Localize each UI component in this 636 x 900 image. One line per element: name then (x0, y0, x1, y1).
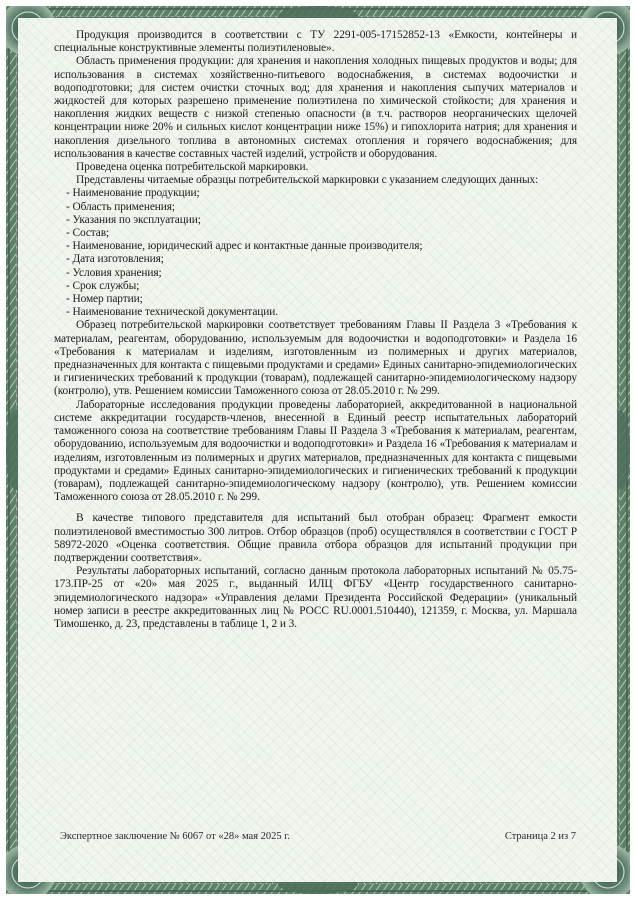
paragraph-marking-assessment: Проведена оценка потребительской маркировки. (76, 161, 309, 174)
list-item: - Номер партии; (66, 293, 143, 306)
paragraph-marking-samples: Представлены читаемые образцы потребительской маркировки с указанием следующих данных: (76, 174, 539, 187)
list-item: - Наименование технической документации. (66, 306, 279, 319)
marking-data-list (54, 187, 577, 319)
paragraph-test-results: Результаты лабораторных испытаний, согласно данным протокола лабораторных испытаний № 05.75-173.ПР-25 от «20» мая 2025 г., выданный ИЛЦ ФГБУ «Центр государственного санитарно-эпидемиологического надзора» «Управления делами Президента Российской Федерации» (уникальный номер записи в реестре аккредитованных лиц № РОСС RU.0001.510440), 121359, г. Москва, ул. Маршала Тимошенко, д. 23, представлены в таблице 1, 2 и 3. (54, 565, 577, 630)
list-item: - Состав; (66, 227, 110, 240)
paragraph-marking-conformity: Образец потребительской маркировки соответствует требованиям Главы II Раздела 3 «Требования к материалам, реагентам, оборудованию, используемым для водоочистки и водоподготовки» и Раздела 16 «Требования к материалам и изделиям, изготовленным из полимерных и других материалов, предназначенных для контакта с пищевыми продуктами и средами» Единых санитарно-эпидемиологических и гигиенических требований к продукции (товарам), подлежащей санитарно-эпидемиологическому надзору (контролю), утв. Решением комиссии Таможенного союза от 28.05.2010 г. № 299. (54, 319, 577, 398)
list-item: - Наименование, юридический адрес и контактные данные производителя; (66, 240, 423, 253)
paragraph-scope: Область применения продукции: для хранения и накопления холодных пищевых продуктов и воды; для использования в системах хозяйственно-питьевого водоснабжения, в системах водоочистки и водоподготовки; для систем очистки сточных вод; для хранения и накопления сыпучих материалов и жидкостей для которых разрешено применение полиэтилена по химической стойкости; для хранения и накопления жидких веществ с низкой степенью опасности (в т.ч. растворов неорганических щелочей концентрации ниже 20% и сильных кислот концентрации ниже 15%) и гипохлорита натрия; для хранения и накопления дизельного топлива в автономных системах отопления и горячего водоснабжения; для использования в качестве составных частей изделий, устройств и оборудования. (54, 55, 577, 160)
paragraph-sample-selection: В качестве типового представителя для испытаний был отобран образец: Фрагмент емкости полиэтиленовой вместимостью 300 литров. Отбор образцов (проб) осуществлялся в соответствии с ГОСТ Р 58972-2020 «Оценка соответствия. Общие правила отбора образцов для испытаний продукции при подтверждении соответствия». (54, 512, 577, 564)
footer-page-number: Страница 2 из 7 (504, 831, 576, 842)
paragraph-laboratory-tests: Лабораторные исследования продукции проведены лабораторией, аккредитованной в национальной системе аккредитации государств-членов, внесенной в Единый реестр испытательных лабораторий таможенного союза на соответствие требованиям Главы II Раздела 3 «Требования к материалам, реагентам, оборудованию, используемым для водоочистки и водоподготовки» и Раздела 16 «Требования к материалам и изделиям, изготовленным из полимерных и других материалов, предназначенных для контакта с пищевыми продуктами и средами» Единых санитарно-эпидемиологических и гигиенических требований к продукции (товарам), подлежащей санитарно-эпидемиологическому надзору (контролю), утв. Решением комиссии Таможенного союза от 28.05.2010 г. № 299. (54, 398, 577, 504)
paragraph-specification: Продукция производится в соответствии с ТУ 2291-005-17152852-13 «Емкости, контейнеры и специальные конструктивные элементы полиэтиленовые». (54, 29, 577, 55)
list-item: - Дата изготовления; (66, 253, 164, 266)
list-item: - Указания по эксплуатации; (66, 213, 201, 226)
footer-document-reference: Экспертное заключение № 6067 от «28» мая 2025 г. (60, 831, 291, 842)
list-item: - Срок службы; (66, 279, 140, 292)
page-footer (60, 831, 576, 842)
document-body (54, 29, 577, 631)
list-item: - Область применения; (66, 200, 175, 213)
list-item: - Наименование продукции; (66, 187, 200, 200)
list-item: - Условия хранения; (66, 266, 162, 279)
